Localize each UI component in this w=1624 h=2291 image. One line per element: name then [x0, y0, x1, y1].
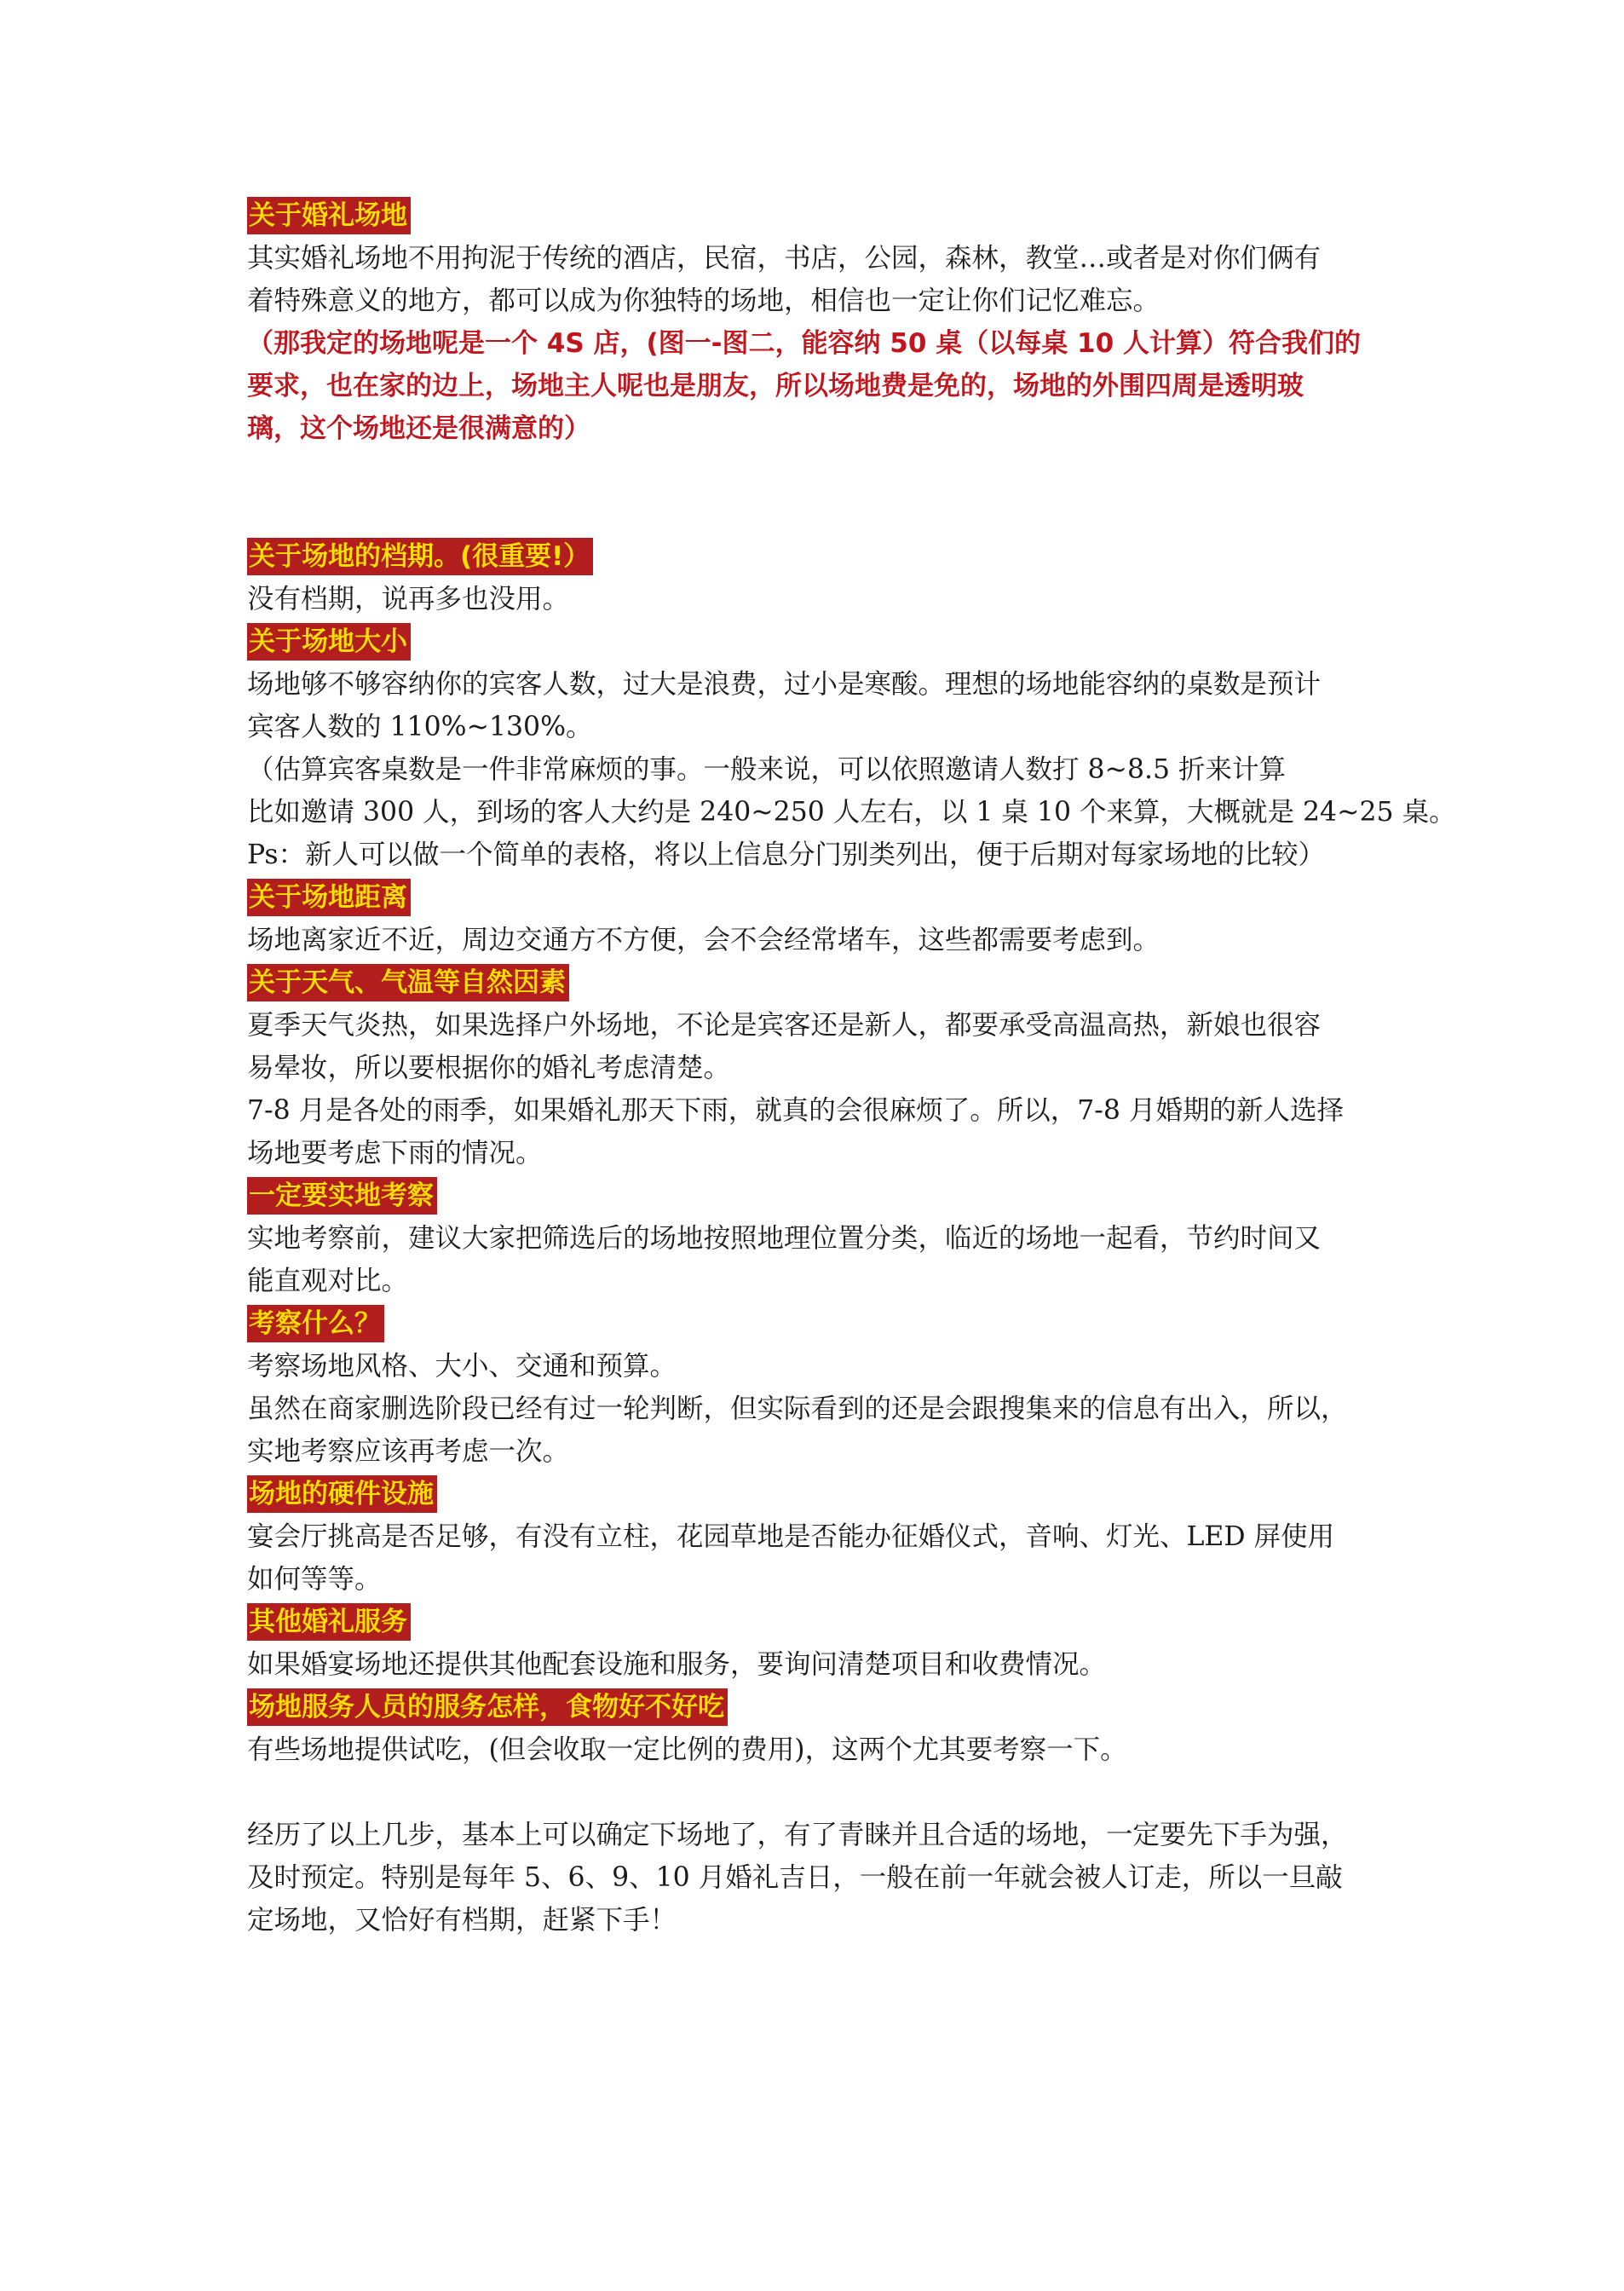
section-heading-staff-food: 场地服务人员的服务怎样，食物好不好吃	[247, 1688, 728, 1726]
paragraph-line: 宾客人数的 110%~130%。	[247, 712, 593, 742]
spacer	[247, 1771, 1406, 1814]
paragraph-line: Ps：新人可以做一个简单的表格，将以上信息分门别类列出，便于后期对每家场地的比较）	[247, 840, 1326, 870]
section-heading-what-to-inspect: 考察什么？	[247, 1305, 384, 1342]
closing-line: 及时预定。特别是每年 5、6、9、10 月婚礼吉日，一般在前一年就会被人订走，所以一旦敲	[247, 1862, 1343, 1893]
paragraph-line: 着特殊意义的地方，都可以成为你独特的场地，相信也一定让你们记忆难忘。	[247, 286, 1160, 316]
paragraph-line: 场地够不够容纳你的宾客人数，过大是浪费，过小是寒酸。理想的场地能容纳的桌数是预计	[247, 669, 1322, 700]
paragraph-line: 虽然在商家删选阶段已经有过一轮判断，但实际看到的还是会跟搜集来的信息有出入，所以，	[247, 1394, 1348, 1424]
paragraph-line: 场地离家近不近，周边交通方不方便，会不会经常堵车，这些都需要考虑到。	[247, 925, 1160, 955]
section-heading-size: 关于场地大小	[247, 623, 411, 661]
highlight-note-line: 要求，也在家的边上，场地主人呢也是朋友，所以场地费是免的，场地的外围四周是透明玻	[247, 371, 1304, 401]
section-heading-distance: 关于场地距离	[247, 879, 411, 916]
closing-line: 定场地，又恰好有档期，赶紧下手！	[247, 1905, 677, 1936]
highlight-note-line: 璃，这个场地还是很满意的）	[247, 413, 590, 444]
paragraph-line: 其实婚礼场地不用拘泥于传统的酒店，民宿，书店，公园，森林，教堂…或者是对你们俩有	[247, 243, 1322, 274]
section-heading-schedule: 关于场地的档期。(很重要!）	[247, 538, 593, 575]
paragraph-line: 场地要考虑下雨的情况。	[247, 1138, 543, 1169]
paragraph-line: 没有档期，说再多也没用。	[247, 584, 570, 615]
paragraph-line: 夏季天气炎热，如果选择户外场地，不论是宾客还是新人，都要承受高温高热，新娘也很容	[247, 1010, 1322, 1041]
section-heading-venue: 关于婚礼场地	[247, 197, 411, 234]
paragraph-line: 宴会厅挑高是否足够，有没有立柱，花园草地是否能办征婚仪式，音响、灯光、LED 屏使用	[247, 1521, 1335, 1552]
paragraph-line: （估算宾客桌数是一件非常麻烦的事。一般来说，可以依照邀请人数打 8~8.5 折来计算	[247, 754, 1287, 785]
paragraph-line: 7-8 月是各处的雨季，如果婚礼那天下雨，就真的会很麻烦了。所以，7-8 月婚期的新人选择	[247, 1095, 1344, 1126]
section-heading-other-services: 其他婚礼服务	[247, 1603, 411, 1641]
paragraph-line: 实地考察应该再考虑一次。	[247, 1436, 570, 1467]
spacer	[247, 450, 1406, 535]
paragraph-line: 如果婚宴场地还提供其他配套设施和服务，要询问清楚项目和收费情况。	[247, 1649, 1107, 1680]
paragraph-line: 能直观对比。	[247, 1266, 409, 1296]
paragraph-line: 易晕妆，所以要根据你的婚礼考虑清楚。	[247, 1053, 731, 1083]
closing-line: 经历了以上几步，基本上可以确定下场地了，有了青睐并且合适的场地，一定要先下手为强，	[247, 1820, 1348, 1850]
paragraph-line: 如何等等。	[247, 1564, 382, 1595]
document-body	[247, 194, 1456, 1942]
paragraph-line: 有些场地提供试吃，(但会收取一定比例的费用)，这两个尤其要考察一下。	[247, 1734, 1127, 1765]
paragraph-line: 实地考察前，建议大家把筛选后的场地按照地理位置分类，临近的场地一起看，节约时间又	[247, 1223, 1322, 1254]
paragraph-line: 考察场地风格、大小、交通和预算。	[247, 1351, 677, 1382]
highlight-note-line: （那我定的场地呢是一个 4S 店，(图一-图二，能容纳 50 桌（以每桌 10 人计算）符合我们的	[247, 328, 1361, 359]
section-heading-weather: 关于天气、气温等自然因素	[247, 964, 569, 1001]
section-heading-site-visit: 一定要实地考察	[247, 1177, 437, 1215]
section-heading-hardware: 场地的硬件设施	[247, 1475, 437, 1513]
paragraph-line: 比如邀请 300 人，到场的客人大约是 240~250 人左右，以 1 桌 10 个来算，大概就是 24~25 桌。	[247, 797, 1456, 828]
